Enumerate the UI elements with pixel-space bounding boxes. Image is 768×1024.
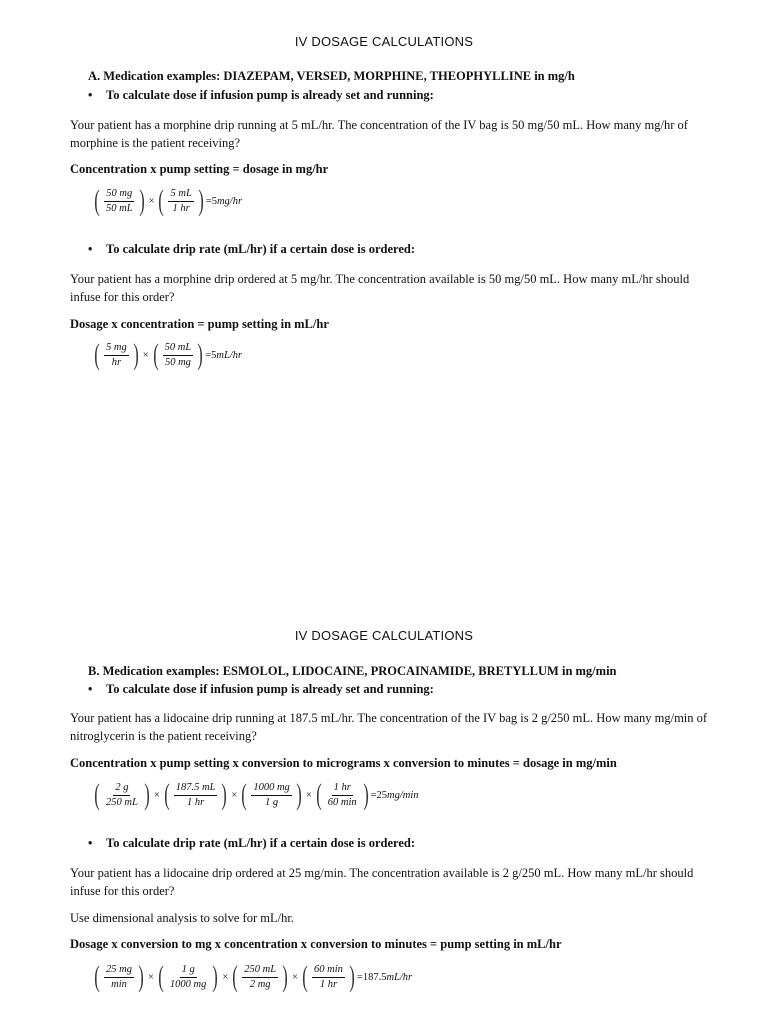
equation-b1 — [92, 780, 419, 810]
question-paragraph-b1: Your patient has a lidocaine drip running at 187.5 mL/hr. The concentration of the IV bag is 2 g/250 mL. How many mg/min of nitroglycerin is the patient receiving? — [70, 711, 708, 743]
numerator: 5 mL — [168, 188, 193, 202]
factor-dosage: ( $\frac{25 mg}{\min}$ ) — [94, 960, 144, 993]
bullet-text: To calculate dose if infusion pump is already set and running: — [106, 88, 434, 102]
factor-concentration: ( $\frac{2 g}{250 mL}$ ) — [94, 778, 150, 811]
factor-concentration: ( $\frac{50 mL}{50 mg}$ ) — [152, 338, 203, 371]
denominator: 50 mL — [106, 202, 133, 214]
equation-b2 — [92, 962, 412, 992]
factor-concentration: ( $\frac{50 mg}{50 mL}$ ) — [94, 184, 145, 217]
multiply-sign: × — [222, 971, 229, 983]
denominator: hr — [111, 356, 122, 368]
numerator: 187.5 mL — [174, 782, 218, 796]
factor-pump-setting: ( $\frac{5 mL}{1 hr}$ ) — [158, 184, 204, 217]
multiply-sign: × — [153, 789, 160, 801]
equals-sign: = — [205, 349, 212, 361]
formula-label-a1: Concentration x pump setting = dosage in mg/hr — [70, 162, 329, 176]
factor-minute-conversion: ( $\frac{1 hr}{60 \min}$ ) — [315, 778, 369, 811]
question-paragraph-a1: Your patient has a morphine drip running at 5 mL/hr. The concentration of the IV bag is 50 mg/50 mL. How many mg/hr of morphine is the patient receiving? — [70, 118, 688, 150]
equals-sign: = — [205, 195, 212, 207]
bullet-text: To calculate dose if infusion pump is already set and running: — [106, 682, 434, 696]
numerator: 50 mg — [104, 188, 134, 202]
numerator: 2 g — [113, 782, 130, 796]
bullet-dose-running-a — [88, 88, 434, 103]
equation-unit: mL/hr — [386, 971, 413, 983]
numerator: 1000 mg — [251, 782, 291, 796]
bullet-drip-rate-b — [88, 836, 415, 851]
multiply-sign: × — [142, 349, 149, 361]
bullet-dot-icon: • — [88, 242, 93, 256]
equation-unit: mg/hr — [216, 195, 243, 207]
factor-concentration: ( $\frac{250 mL}{2 mg}$ ) — [232, 960, 288, 993]
multiply-sign: × — [292, 971, 299, 983]
formula-label-a2: Dosage x concentration = pump setting in mL/hr — [70, 317, 329, 331]
equation-result: 187.5 — [362, 971, 387, 983]
denominator: 50 mg — [164, 356, 191, 368]
numerator: 1 hr — [332, 782, 353, 796]
bullet-text: To calculate drip rate (mL/hr) if a certain dose is ordered: — [106, 836, 415, 850]
page-title-a: IV DOSAGE CALCULATIONS — [294, 34, 474, 49]
equation-result: 25 — [376, 789, 388, 801]
equals-sign: = — [356, 971, 363, 983]
denominator: 2 mg — [249, 978, 271, 990]
multiply-sign: × — [147, 971, 154, 983]
bullet-text: To calculate drip rate (mL/hr) if a certain dose is ordered: — [106, 242, 415, 256]
question-paragraph-b2: Your patient has a lidocaine drip ordered at 25 mg/min. The concentration available is 2 g/250 mL. How many mL/hr should infuse for this order? — [70, 866, 694, 898]
numerator: 50 mL — [163, 342, 194, 356]
numerator: 5 mg — [104, 342, 129, 356]
page-title-b: IV DOSAGE CALCULATIONS — [294, 628, 474, 643]
equation-unit: mL/hr — [216, 349, 243, 361]
instruction-paragraph-b: Use dimensional analysis to solve for mL/hr. — [70, 911, 294, 925]
factor-dosage: ( $\frac{5 mg}{hr}$ ) — [94, 338, 139, 371]
denominator: 1 hr — [319, 978, 338, 990]
numerator: 25 mg — [104, 964, 134, 978]
equals-sign: = — [370, 789, 377, 801]
bullet-dot-icon: • — [88, 836, 93, 850]
numerator: 60 min — [312, 964, 345, 978]
denominator: 1 hr — [172, 202, 190, 214]
denominator: min — [111, 978, 127, 990]
equation-unit: mg/min — [387, 789, 419, 801]
denominator: 250 mL — [106, 796, 138, 808]
factor-gram-conversion: ( $\frac{1000 mg}{1 g}$ ) — [241, 778, 302, 811]
factor-mg-conversion: ( $\frac{1 g}{1000 mg}$ ) — [158, 960, 219, 993]
bullet-dot-icon: • — [88, 682, 93, 696]
equation-result: 5 — [211, 195, 217, 207]
section-heading-b: B. Medication examples: ESMOLOL, LIDOCAINE, PROCAINAMIDE, BRETYLLUM in mg/min — [88, 664, 617, 678]
equation-a2 — [92, 340, 242, 370]
factor-minute-conversion: ( $\frac{60 \min}{1 hr}$ ) — [302, 960, 355, 993]
section-heading-a: A. Medication examples: DIAZEPAM, VERSED, MORPHINE, THEOPHYLLINE in mg/h — [88, 69, 575, 83]
denominator: 1000 mg — [169, 978, 207, 990]
formula-label-b2: Dosage x conversion to mg x concentration x conversion to minutes = pump setting in mL/hr — [70, 937, 562, 951]
bullet-dose-running-b — [88, 682, 434, 697]
equation-a1 — [92, 186, 242, 216]
bullet-drip-rate-a — [88, 242, 415, 257]
bullet-dot-icon: • — [88, 88, 93, 102]
equation-result: 5 — [211, 349, 217, 361]
formula-label-b1: Concentration x pump setting x conversion to micrograms x conversion to minutes = dosage in mg/min — [70, 756, 617, 770]
multiply-sign: × — [231, 789, 238, 801]
multiply-sign: × — [305, 789, 312, 801]
numerator: 250 mL — [242, 964, 278, 978]
numerator: 1 g — [180, 964, 197, 978]
denominator: 1 g — [265, 796, 279, 808]
factor-pump-setting: ( $\frac{187.5 mL}{1 hr}$ ) — [163, 778, 228, 811]
multiply-sign: × — [148, 195, 155, 207]
question-paragraph-a2: Your patient has a morphine drip ordered at 5 mg/hr. The concentration available is 50 mg/50 mL. How many mL/hr should infuse for this order? — [70, 272, 690, 304]
denominator: 1 hr — [186, 796, 205, 808]
denominator: 60 min — [327, 796, 357, 808]
